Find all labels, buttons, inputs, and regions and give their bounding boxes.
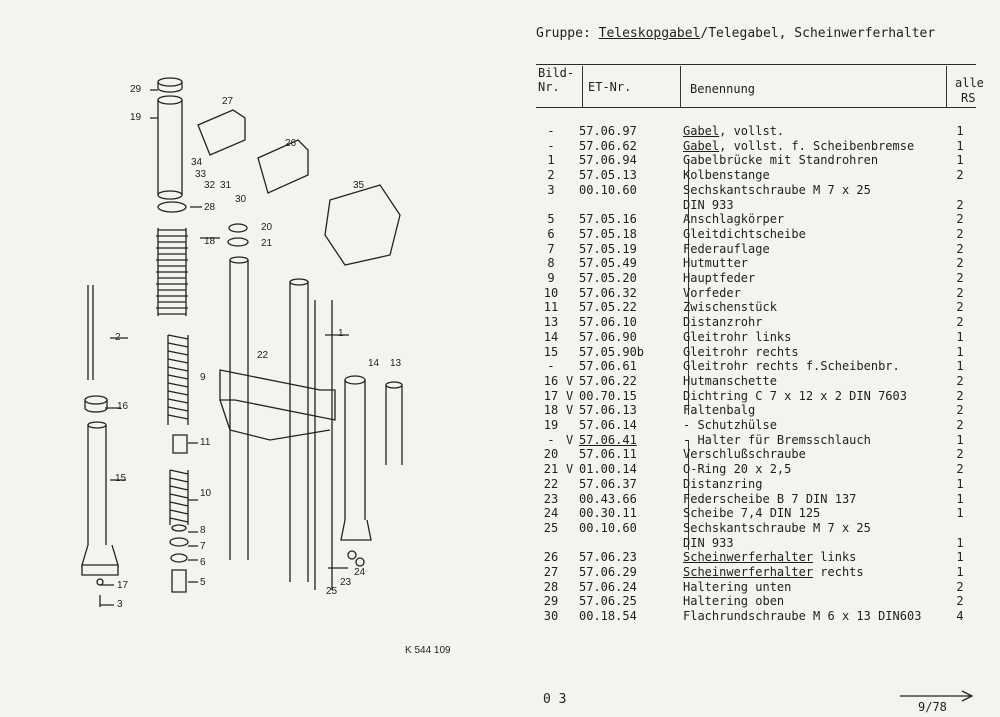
row-benennung: Gabel, vollst. (683, 124, 785, 138)
callout-22: 22 (257, 350, 269, 361)
row-qty: 2 (956, 594, 964, 609)
table-row (536, 139, 976, 153)
row-benennung: Gabelbrücke mit Standrohren (683, 153, 879, 168)
row-bild-nr: - (547, 124, 555, 138)
row-et-nr: 00.70.15 (579, 388, 637, 403)
row-benennung: Flachrundschraube M 6 x 13 DIN603 (683, 609, 922, 624)
row-et-nr: 57.06.97 (579, 124, 637, 138)
table-row (536, 536, 976, 550)
row-v-mark: V (566, 462, 574, 477)
row-benennung: Gleitrohr rechts (683, 344, 799, 359)
row-et-nr: 57.05.13 (579, 168, 637, 183)
row-et-nr: 57.06.62 (579, 138, 637, 153)
table-row (536, 609, 976, 623)
table-row (536, 345, 976, 359)
row-qty: 2 (956, 315, 964, 330)
row-benennung: Dichtring C 7 x 12 x 2 DIN 7603 (683, 388, 907, 403)
row-benennung: Verschlußschraube (683, 447, 806, 462)
row-bild-nr: 10 (543, 285, 559, 300)
table-row (536, 580, 976, 594)
row-et-nr: 00.10.60 (579, 182, 637, 197)
table-row (536, 462, 976, 476)
row-bild-nr: 22 (543, 476, 559, 491)
row-qty: 2 (956, 300, 964, 315)
col-divider-3 (946, 66, 947, 108)
row-qty: 2 (956, 579, 964, 594)
row-bild-nr: 8 (547, 256, 555, 271)
row-benennung: Hutmutter (683, 256, 749, 271)
row-bild-nr: 28 (543, 579, 559, 594)
table-row (536, 389, 976, 403)
row-benennung: Hutmanschette (683, 373, 777, 388)
callout-18: 18 (204, 236, 216, 247)
table-row (536, 565, 976, 579)
row-et-nr: 57.05.20 (579, 271, 637, 285)
table-row (536, 168, 976, 182)
row-qty: 1 (956, 506, 964, 521)
callout-24: 24 (354, 567, 366, 578)
table-row (536, 183, 976, 197)
table-row (536, 506, 976, 520)
row-bild-nr: 5 (547, 212, 555, 227)
row-bild-nr: 24 (543, 506, 559, 521)
row-qty: 1 (956, 153, 964, 168)
row-qty: 2 (956, 241, 964, 256)
callout-34: 34 (191, 157, 203, 168)
table-row (536, 124, 976, 138)
row-qty: 1 (956, 124, 964, 138)
row-et-nr: 57.06.25 (579, 594, 637, 609)
row-bild-nr: 20 (543, 447, 559, 462)
callout-29: 29 (130, 84, 142, 95)
row-benennung: Haltering oben (683, 594, 785, 609)
row-qty: 1 (956, 329, 964, 344)
row-bild-nr: 29 (543, 594, 559, 609)
row-benennung: Scheinwerferhalter links (683, 550, 857, 565)
row-benennung: Gabel, vollst. f. Scheibenbremse (683, 138, 915, 153)
table-row (536, 374, 976, 388)
table-row (536, 300, 976, 314)
row-v-mark: V (566, 403, 574, 418)
row-qty: 1 (956, 491, 964, 506)
row-bild-nr: 17 (543, 388, 559, 403)
row-benennung: Sechskantschraube M 7 x 25 (683, 520, 871, 535)
table-row (536, 492, 976, 506)
callout-26: 26 (285, 138, 297, 149)
callout-23: 23 (340, 577, 352, 588)
row-qty: 2 (956, 285, 964, 300)
row-qty: 2 (956, 271, 964, 285)
row-benennung: Scheinwerferhalter rechts (683, 565, 864, 579)
row-et-nr: 57.06.11 (579, 447, 637, 462)
row-bild-nr: 11 (543, 300, 559, 315)
row-bild-nr: 14 (543, 329, 559, 344)
diagram-code: K 544 109 (405, 645, 451, 656)
callout-31: 31 (220, 180, 232, 191)
row-benennung: Zwischenstück (683, 300, 777, 315)
table-row (536, 271, 976, 285)
row-qty: 1 (956, 359, 964, 374)
callout-1: 1 (338, 328, 344, 339)
callout-14: 14 (368, 358, 380, 369)
row-qty: 2 (956, 403, 964, 418)
table-row (536, 315, 976, 329)
table-row (536, 433, 976, 447)
row-et-nr: 00.18.54 (579, 609, 637, 624)
row-qty: 4 (956, 609, 964, 624)
row-bild-nr: - (547, 138, 555, 153)
row-bild-nr: 26 (543, 550, 559, 565)
row-qty: 2 (956, 197, 964, 212)
row-qty: 1 (956, 138, 964, 153)
row-et-nr: 57.05.19 (579, 241, 637, 256)
row-et-nr: 57.06.41 (579, 432, 637, 447)
row-benennung: - Halter für Bremsschlauch (683, 432, 871, 447)
col-divider-1 (582, 66, 583, 108)
row-benennung: - Schutzhülse (683, 418, 777, 432)
row-benennung: Scheibe 7,4 DIN 125 (683, 506, 821, 521)
header-bottom-rule (536, 107, 976, 108)
callout-5: 5 (200, 577, 206, 588)
table-row (536, 330, 976, 344)
table-row (536, 550, 976, 564)
row-et-nr: 57.06.37 (579, 476, 637, 491)
callout-28: 28 (204, 202, 216, 213)
row-benennung: Sechskantschraube M 7 x 25 (683, 182, 871, 197)
row-benennung: Distanzrohr (683, 315, 763, 330)
row-benennung: DIN 933 (683, 197, 734, 212)
row-et-nr: 01.00.14 (579, 462, 637, 477)
table-row (536, 594, 976, 608)
callout-2: 2 (115, 332, 121, 343)
row-bild-nr: 27 (543, 565, 559, 579)
table-row (536, 212, 976, 226)
row-et-nr: 57.06.14 (579, 418, 637, 432)
row-qty: 1 (956, 550, 964, 565)
callout-10: 10 (200, 488, 212, 499)
table-row (536, 242, 976, 256)
row-qty: 2 (956, 168, 964, 183)
row-qty: 1 (956, 432, 964, 447)
col-et: ET-Nr. (588, 80, 632, 94)
callout-8: 8 (200, 525, 206, 536)
row-et-nr: 00.30.11 (579, 506, 637, 521)
row-benennung: O-Ring 20 x 2,5 (683, 462, 792, 477)
col-bild-1: Bild- (538, 66, 575, 80)
row-bild-nr: 2 (547, 168, 555, 183)
row-qty: 1 (956, 476, 964, 491)
fork-drawing (70, 70, 490, 690)
row-qty: 2 (956, 256, 964, 271)
row-benennung: Vorfeder (683, 285, 741, 300)
row-et-nr: 57.05.18 (579, 226, 637, 241)
row-v-mark: V (566, 432, 574, 447)
row-et-nr: 57.06.61 (579, 359, 637, 374)
row-qty: 2 (956, 373, 964, 388)
row-qty: 2 (956, 418, 964, 432)
row-bild-nr: 9 (547, 271, 555, 285)
row-v-mark: V (566, 373, 574, 388)
callout-25: 25 (326, 586, 338, 597)
row-qty: 1 (956, 565, 964, 579)
callout-19: 19 (130, 112, 142, 123)
row-benennung: DIN 933 (683, 535, 734, 550)
col-divider-2 (680, 66, 681, 108)
page-number: 0 3 (543, 692, 567, 707)
row-benennung: Gleitrohr links (683, 329, 792, 344)
table-row (536, 153, 976, 167)
row-qty: 2 (956, 447, 964, 462)
row-et-nr: 57.06.90 (579, 329, 637, 344)
row-qty: 2 (956, 226, 964, 241)
callout-30: 30 (235, 194, 247, 205)
row-bild-nr: 13 (543, 315, 559, 330)
row-et-nr: 57.06.24 (579, 579, 637, 594)
row-benennung: Federscheibe B 7 DIN 137 (683, 491, 857, 506)
row-benennung: Anschlagkörper (683, 212, 785, 227)
row-bild-nr: 21 (543, 462, 559, 477)
row-et-nr: 57.06.23 (579, 550, 637, 565)
table-row (536, 359, 976, 373)
row-v-mark: V (566, 388, 574, 403)
group-label: Gruppe: (536, 26, 591, 41)
group-title (536, 26, 935, 41)
row-et-nr: 57.06.10 (579, 315, 637, 330)
row-bild-nr: 7 (547, 241, 555, 256)
row-benennung: Kolbenstange (683, 168, 770, 183)
exploded-parts-diagram (70, 70, 490, 690)
date-code: 9/78 (918, 700, 947, 714)
row-et-nr: 00.43.66 (579, 491, 637, 506)
table-row (536, 521, 976, 535)
row-benennung: Distanzring (683, 476, 763, 491)
row-qty: 2 (956, 462, 964, 477)
table-row (536, 447, 976, 461)
row-qty: 1 (956, 535, 964, 550)
callout-17: 17 (117, 580, 129, 591)
col-alle-1: alle (955, 76, 984, 90)
row-benennung: Haltering unten (683, 579, 792, 594)
callout-27: 27 (222, 96, 234, 107)
callout-20: 20 (261, 222, 273, 233)
callout-6: 6 (200, 557, 206, 568)
row-bild-nr: 30 (543, 609, 559, 624)
row-bild-nr: 19 (543, 418, 559, 432)
table-row (536, 286, 976, 300)
row-bild-nr: - (547, 359, 555, 374)
row-bild-nr: 18 (543, 403, 559, 418)
row-et-nr: 57.05.90b (579, 344, 645, 359)
row-et-nr: 57.05.16 (579, 212, 637, 227)
callout-16: 16 (117, 401, 129, 412)
callout-21: 21 (261, 238, 273, 249)
group-underlined: Teleskopgabel (598, 26, 701, 41)
row-bild-nr: 16 (543, 373, 559, 388)
group-rest: /Telegabel, Scheinwerferhalter (700, 26, 936, 41)
row-et-nr: 57.06.13 (579, 403, 637, 418)
col-benennung: Benennung (690, 82, 756, 96)
callout-32: 32 (204, 180, 216, 191)
row-bild-nr: 1 (547, 153, 555, 168)
table-row (536, 256, 976, 270)
callout-7: 7 (200, 541, 206, 552)
table-row (536, 198, 976, 212)
row-et-nr: 57.06.32 (579, 285, 637, 300)
row-bild-nr: 25 (543, 520, 559, 535)
row-benennung: Faltenbalg (683, 403, 756, 418)
row-qty: 2 (956, 388, 964, 403)
row-bild-nr: 6 (547, 226, 555, 241)
table-row (536, 418, 976, 432)
row-et-nr: 00.10.60 (579, 520, 637, 535)
row-benennung: Gleitdichtscheibe (683, 226, 806, 241)
table-row (536, 477, 976, 491)
row-benennung: Hauptfeder (683, 271, 756, 285)
row-benennung: Gleitrohr rechts f.Scheibenbr. (683, 359, 900, 374)
table-row (536, 403, 976, 417)
row-et-nr: 57.06.29 (579, 565, 637, 579)
row-bild-nr: 3 (547, 182, 555, 197)
row-bild-nr: 23 (543, 491, 559, 506)
callout-3: 3 (117, 599, 123, 610)
row-et-nr: 57.06.22 (579, 373, 637, 388)
callout-9: 9 (200, 372, 206, 383)
row-et-nr: 57.06.94 (579, 153, 637, 168)
col-bild-2: Nr. (538, 80, 560, 94)
row-bild-nr: 15 (543, 344, 559, 359)
callout-11: 11 (200, 437, 211, 448)
row-benennung: Federauflage (683, 241, 770, 256)
row-qty: 1 (956, 344, 964, 359)
table-row (536, 227, 976, 241)
callout-33: 33 (195, 169, 207, 180)
row-et-nr: 57.05.22 (579, 300, 637, 315)
callout-13: 13 (390, 358, 402, 369)
header-top-rule (536, 64, 976, 65)
row-qty: 2 (956, 212, 964, 227)
col-alle-2: RS (961, 91, 976, 105)
callout-15: 15 (115, 473, 127, 484)
row-et-nr: 57.05.49 (579, 256, 637, 271)
row-bild-nr: - (547, 432, 555, 447)
callout-35: 35 (353, 180, 365, 191)
